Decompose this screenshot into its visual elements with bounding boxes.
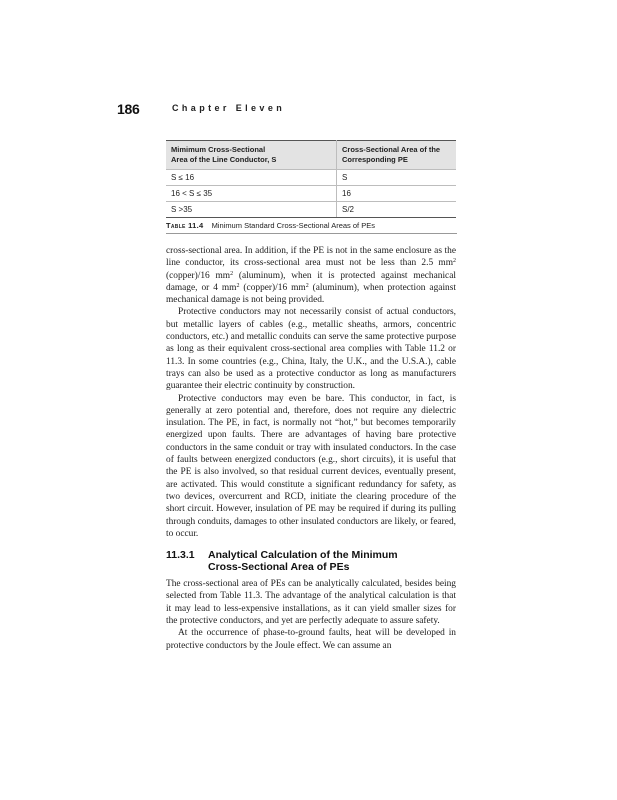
page-header [117,101,497,121]
table-cell: S [337,170,457,186]
chapter-title: Chapter Eleven [172,103,286,113]
pe-size-table [166,140,456,218]
table-row [166,202,456,218]
table-row [166,186,456,202]
column-header-pe: Cross-Sectional Area of the Corresponding PE [337,141,457,170]
paragraph-5: At the occurrence of phase-to-ground faults, heat will be developed in protective conductors by the Joule effect. We can assume an [166,628,456,651]
table-cell: S ≤ 16 [166,170,337,186]
table-cell: 16 < S ≤ 35 [166,186,337,202]
paragraph-3: Protective conductors may even be bare. This conductor, in fact, is generally at zero potential and, therefore, does not require any dielectric insulation. The PE, in fact, is normally not “hot,” but becomes temporarily energized upon faults. There are advantages of having bare protective conductors in the same conduit or tray with insulated conductors. In the case of faults between energized conductors (e.g., short circuits), it is useful that the PE is also involved, so that residual current devices, eventually present, are activated. This would constitute a significant redundancy for safety, as two devices, overcurrent and RCD, initiate the clearing procedure of the short circuit. However, insulation of PE may be required if during its pulling through conduits, damages to other insulated conductors are likely, or feared, to occur. [166,393,456,539]
paragraph-4: The cross-sectional area of PEs can be analytically calculated, besides being selected from Table 11.3. The advantage of the analytical calculation is that it may lead to less-expensive installations, as it can yield smaller sizes for the protective conductors, and yet are perfectly adequate to assure safety. [166,579,456,627]
table-caption-text: Minimum Standard Cross-Sectional Areas of PEs [211,221,375,230]
table-cell: S >35 [166,202,337,218]
table-caption-label: Table 11.4 [166,221,204,230]
section-heading [166,549,456,573]
page-number: 186 [117,101,140,117]
body-text [166,245,456,652]
table-cell: S/2 [337,202,457,218]
table-caption [166,221,466,230]
table-header-row [166,141,456,170]
column-header-line-conductor: Mimimum Cross-Sectional Area of the Line Conductor, S [166,141,337,170]
section-number: 11.3.1 [166,549,195,562]
caption-divider [166,233,457,234]
section-title-line-2: Cross-Sectional Area of PEs [208,561,350,574]
table-cell: 16 [337,186,457,202]
paragraph-1: cross-sectional area. In addition, if the PE is not in the same enclosure as the line conductor, its cross-sectional area must not be less than 2.5 $mm^2$ (copper)/16 $mm^2$ (aluminum), when it is protected against mechanical damage, or 4 $mm^2$ (copper)/16 $mm^2$ (aluminum), when protection against mechanical damage is not being provided. [166,246,456,306]
table-row [166,170,456,186]
section-title-line-1: Analytical Calculation of the Minimum [208,549,398,562]
paragraph-2: Protective conductors may not necessarily consist of actual conductors, but metallic layers of cables (e.g., metallic sheaths, armors, concentric conductors, etc.) and metallic conduits can serve the same protective purpose as long as their equivalent cross-sectional area complies with Table 11.2 or 11.3. In some countries (e.g., China, Italy, the U.K., and the U.S.A.), cable trays can also be used as a protective conductor as long as manufacturers guarantee their electric continuity by construction. [166,307,456,392]
